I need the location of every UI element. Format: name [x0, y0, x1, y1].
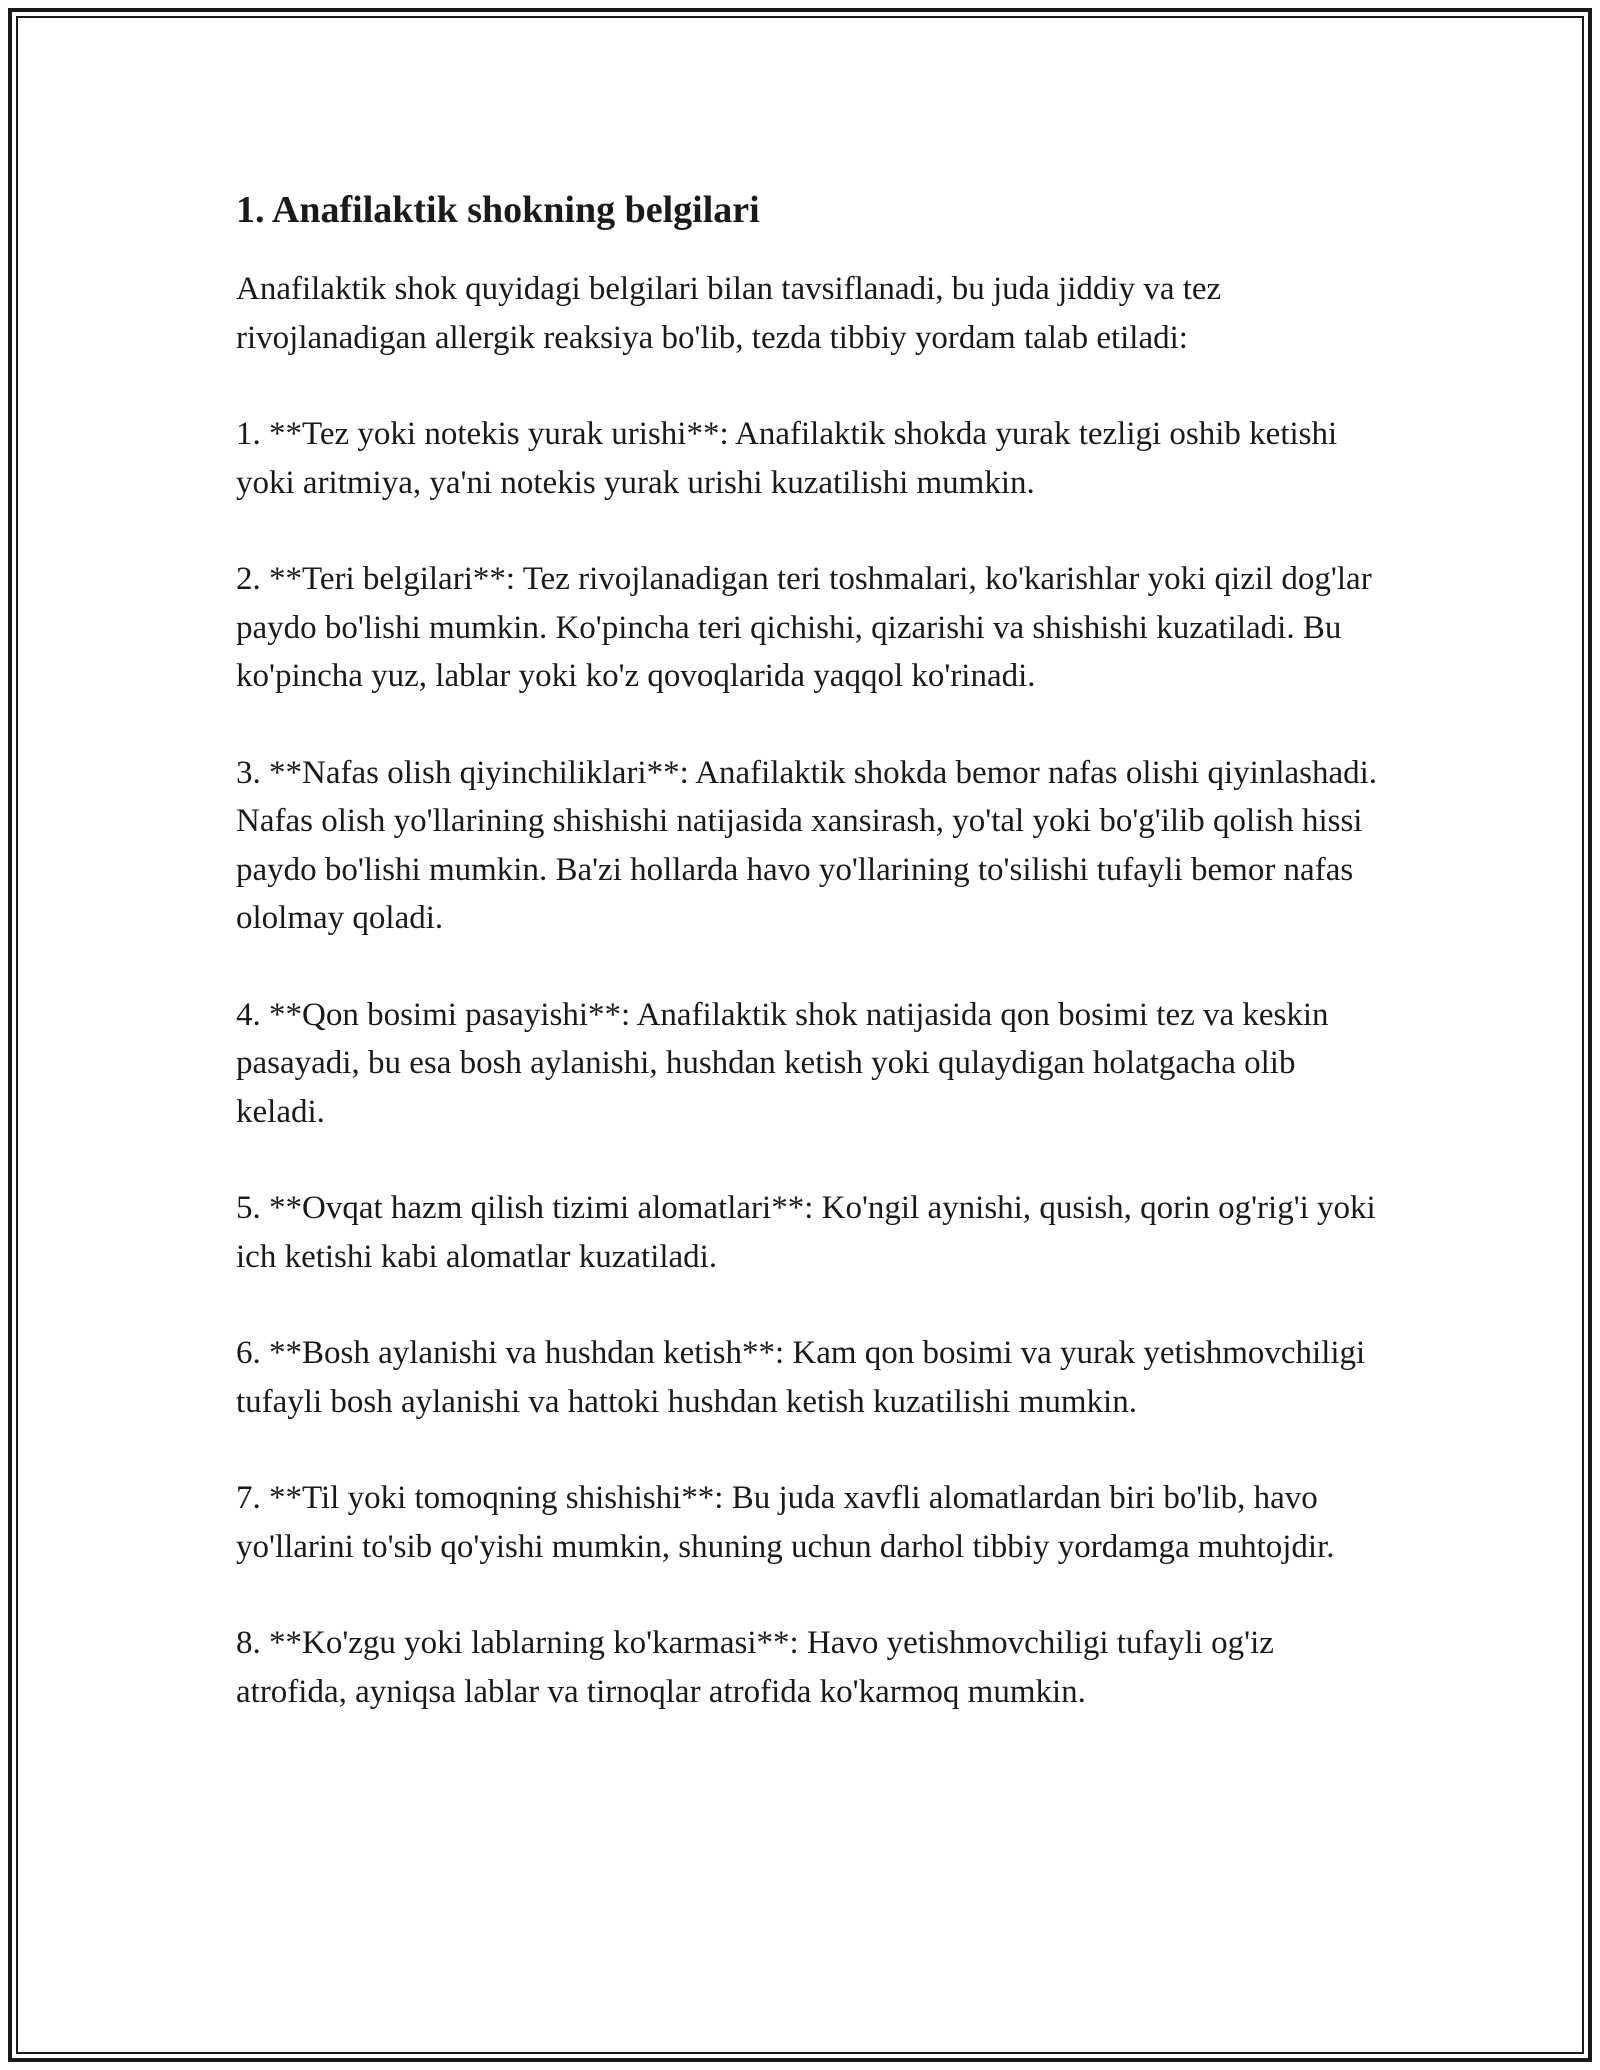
- symptom-item-7: 7. **Til yoki tomoqning shishishi**: Bu juda xavfli alomatlardan biri bo'lib, havo yo'llarini to'sib qo'yishi mumkin, shuning uchun darhol tibbiy yordamga muhtojdir.: [236, 1480, 1335, 1565]
- symptom-item-3: 3. **Nafas olish qiyinchiliklari**: Anafilaktik shokda bemor nafas olishi qiyinlashadi. Nafas olish yo'llarining shishishi natijasida xansirash, yo'tal yoki bo'g'ilib qolish hissi paydo bo'lishi mumkin. Ba'zi hollarda havo yo'llarining to'silishi tufayli bemor nafas ololmay qoladi.: [236, 754, 1378, 937]
- symptom-item-8: 8. **Ko'zgu yoki lablarning ko'karmasi**: Havo yetishmovchiligi tufayli og'iz atrofida, ayniqsa lablar va tirnoqlar atrofida ko'karmoq mumkin.: [236, 1625, 1274, 1710]
- symptom-item-1: 1. **Tez yoki notekis yurak urishi**: Anafilaktik shokda yurak tezligi oshib ketishi yoki aritmiya, ya'ni notekis yurak urishi kuzatilishi mumkin.: [236, 416, 1338, 501]
- symptom-item-5: 5. **Ovqat hazm qilish tizimi alomatlari**: Ko'ngil aynishi, qusish, qorin og'rig'i yoki ich ketishi kabi alomatlar kuzatiladi.: [236, 1190, 1376, 1275]
- symptom-item-2: 2. **Teri belgilari**: Tez rivojlanadigan teri toshmalari, ko'karishlar yoki qizil dog'lar paydo bo'lishi mumkin. Ko'pincha teri qichishi, qizarishi va shishishi kuzatiladi. Bu ko'pincha yuz, lablar yoki ko'z qovoqlarida yaqqol ko'rinadi.: [236, 561, 1372, 695]
- symptom-item-4: 4. **Qon bosimi pasayishi**: Anafilaktik shok natijasida qon bosimi tez va keskin pasayadi, bu esa bosh aylanishi, hushdan ketish yoki qulaydigan holatgacha olib keladi.: [236, 996, 1329, 1130]
- intro-paragraph: Anafilaktik shok quyidagi belgilari bilan tavsiflanadi, bu juda jiddiy va tez rivojlanadigan allergik reaksiya bo'lib, tezda tibbiy yordam talab etiladi:: [236, 271, 1222, 356]
- section-heading: 1. Anafilaktik shokning belgilari: [236, 189, 760, 231]
- document-body: [236, 186, 1386, 1764]
- symptom-item-6: 6. **Bosh aylanishi va hushdan ketish**: Kam qon bosimi va yurak yetishmovchiligi tufayli bosh aylanishi va hattoki hushdan ketish kuzatilishi mumkin.: [236, 1335, 1366, 1420]
